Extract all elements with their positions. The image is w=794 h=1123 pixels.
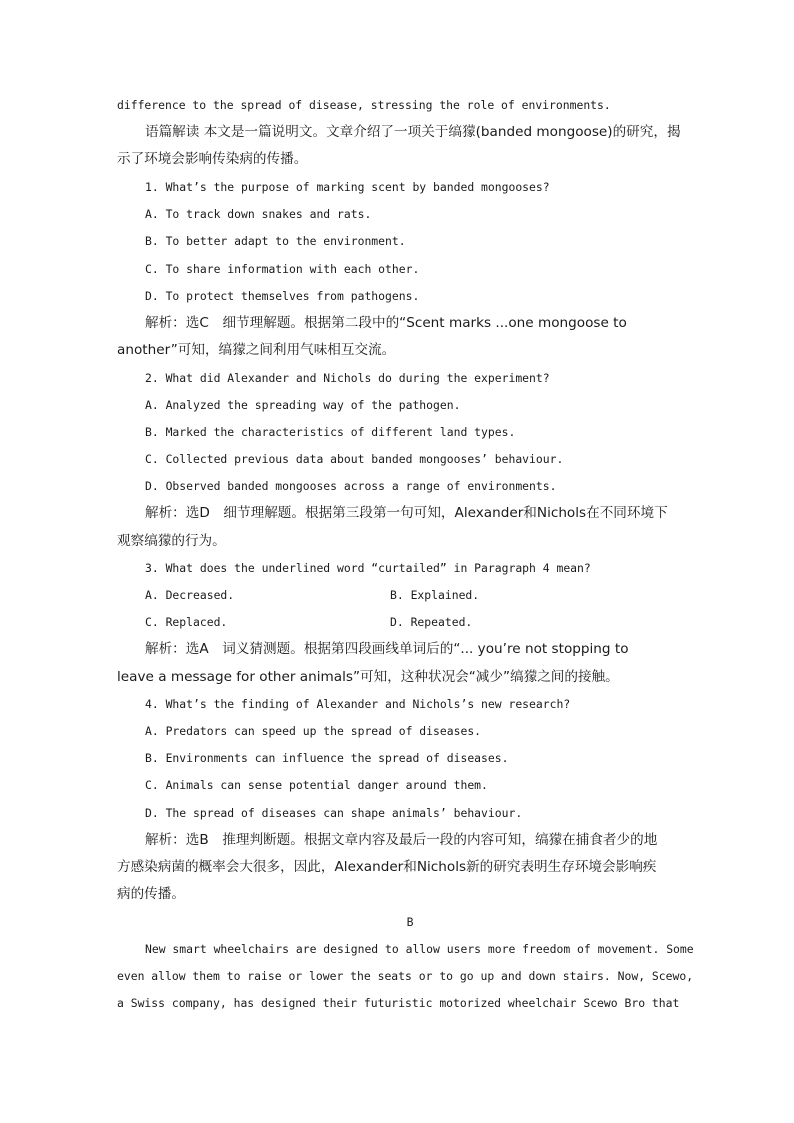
answer-1-line: another”可知，缟獴之间利用气味相互交流。 [117, 342, 396, 358]
option-4c: C. Animals can sense potential danger around them. [145, 778, 488, 792]
answer-2-line: 观察缟獴的行为。 [117, 533, 226, 549]
answer-4-line: 病的传播。 [117, 886, 185, 902]
question-2: 2. What did Alexander and Nichols do during the experiment? [145, 371, 550, 385]
option-1b: B. To better adapt to the environment. [145, 234, 406, 248]
option-3d: D. Repeated. [390, 615, 473, 629]
option-4d: D. The spread of diseases can shape animals’ behaviour. [145, 806, 523, 820]
section-heading: B [406, 915, 414, 929]
answer-1-line: 解析：选C 细节理解题。根据第二段中的“Scent marks ...one mongoose to [145, 315, 627, 331]
option-1d: D. To protect themselves from pathogens. [145, 289, 420, 303]
passage-b-line: a Swiss company, has designed their futuristic motorized wheelchair Scewo Bro that [117, 996, 680, 1010]
option-2d: D. Observed banded mongooses across a range of environments. [145, 479, 557, 493]
option-4b: B. Environments can influence the spread of diseases. [145, 751, 509, 765]
question-3: 3. What does the underlined word “curtailed” in Paragraph 4 mean? [145, 561, 591, 575]
answer-2-line: 解析：选D 细节理解题。根据第三段第一句可知，Alexander和Nichols在不同环境下 [145, 505, 668, 521]
question-4: 4. What’s the finding of Alexander and Nichols’s new research? [145, 697, 571, 711]
passage-summary-line: 示了环境会影响传染病的传播。 [117, 151, 308, 167]
passage-b-line: even allow them to raise or lower the seats or to go up and down stairs. Now, Scewo, [117, 969, 694, 983]
answer-3-line: 解析：选A 词义猜测题。根据第四段画线单词后的“... you’re not stopping to [145, 641, 629, 657]
option-2b: B. Marked the characteristics of different land types. [145, 425, 516, 439]
option-2c: C. Collected previous data about banded mongooses’ behaviour. [145, 452, 564, 466]
option-4a: A. Predators can speed up the spread of diseases. [145, 724, 482, 738]
option-3c: C. Replaced. [145, 615, 228, 629]
passage-summary-line: 语篇解读 本文是一篇说明文。文章介绍了一项关于缟獴(banded mongoose)的研究，揭 [145, 124, 681, 140]
option-3a: A. Decreased. [145, 588, 235, 602]
passage-b-line: New smart wheelchairs are designed to allow users more freedom of movement. Some [145, 942, 694, 956]
question-1: 1. What’s the purpose of marking scent by banded mongooses? [145, 180, 550, 194]
answer-4-line: 方感染病菌的概率会大很多，因此，Alexander和Nichols新的研究表明生存环境会影响疾 [117, 859, 657, 875]
option-1a: A. To track down snakes and rats. [145, 207, 372, 221]
paragraph-line: difference to the spread of disease, stressing the role of environments. [117, 98, 611, 112]
option-2a: A. Analyzed the spreading way of the pathogen. [145, 398, 461, 412]
answer-3-line: leave a message for other animals”可知，这种状况会“减少”缟獴之间的接触。 [117, 669, 619, 685]
option-3b: B. Explained. [390, 588, 480, 602]
option-1c: C. To share information with each other. [145, 262, 420, 276]
answer-4-line: 解析：选B 推理判断题。根据文章内容及最后一段的内容可知，缟獴在捕食者少的地 [145, 832, 658, 848]
